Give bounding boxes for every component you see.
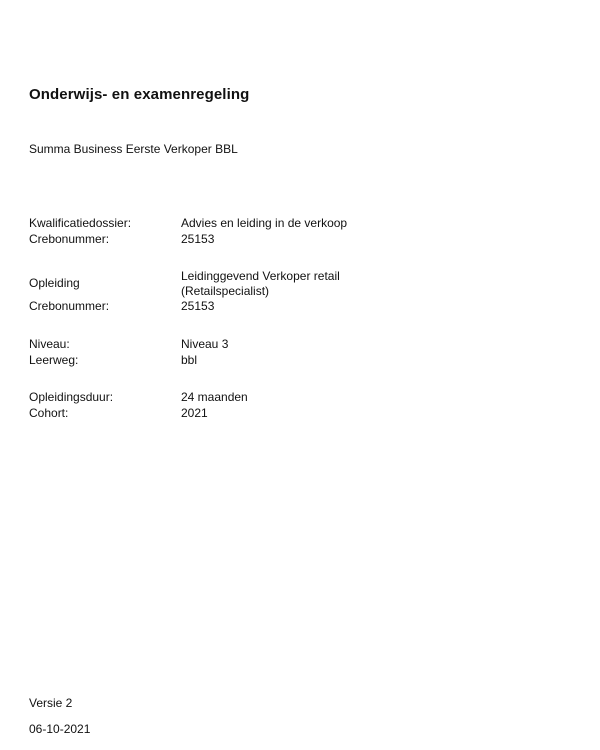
detail-value: 2021 — [181, 406, 208, 420]
detail-value-line2: (Retailspecialist) — [181, 284, 270, 298]
detail-value-line1: Leidinggevend Verkoper retail — [181, 269, 340, 283]
detail-label: Opleidingsduur: — [29, 390, 114, 404]
detail-label: Crebonummer: — [29, 232, 110, 246]
detail-value: Niveau 3 — [181, 337, 229, 351]
detail-value: 24 maanden — [181, 390, 248, 404]
detail-label: Niveau: — [29, 337, 70, 351]
footer-version: Versie 2 — [29, 696, 73, 710]
detail-label: Crebonummer: — [29, 299, 110, 313]
document-title: Onderwijs- en examenregeling — [29, 86, 250, 103]
detail-label: Kwalificatiedossier: — [29, 216, 132, 230]
detail-label: Leerweg: — [29, 353, 79, 367]
footer-date: 06-10-2021 — [29, 722, 91, 736]
detail-label: Cohort: — [29, 406, 69, 420]
detail-value: Advies en leiding in de verkoop — [181, 216, 348, 230]
detail-value: 25153 — [181, 232, 215, 246]
document-subtitle: Summa Business Eerste Verkoper BBL — [29, 142, 238, 156]
detail-value: 25153 — [181, 299, 215, 313]
detail-label: Opleiding — [29, 276, 80, 290]
detail-value: bbl — [181, 353, 198, 367]
